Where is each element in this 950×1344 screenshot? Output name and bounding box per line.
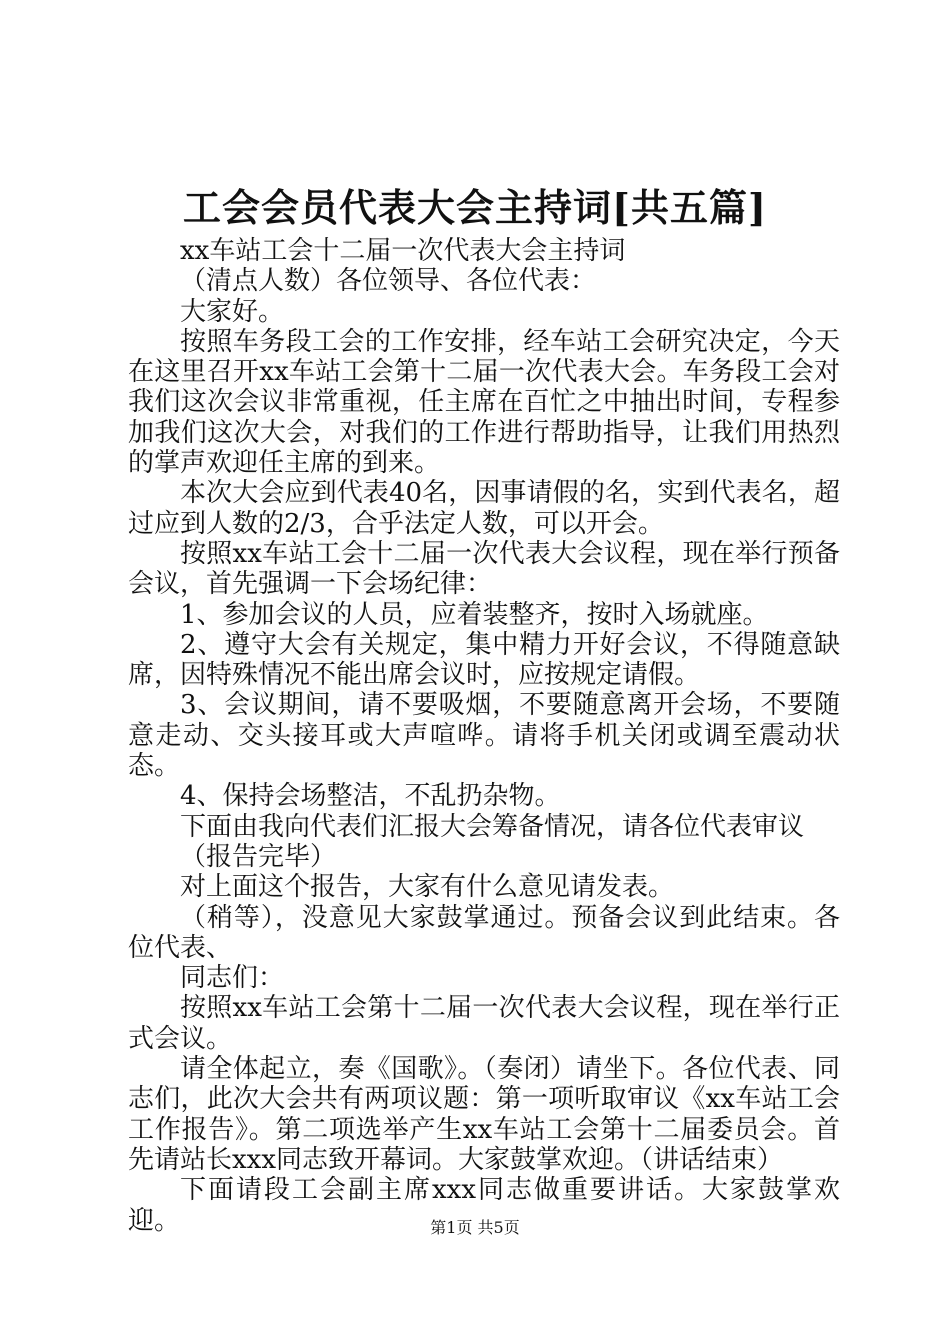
paragraph: 按照xx车站工会第十二届一次代表大会议程，现在举行正式会议。 [128, 993, 840, 1054]
paragraph: （报告完毕） [180, 841, 337, 872]
paragraph: 本次大会应到代表40名，因事请假的名，实到代表名，超过应到人数的2/3，合乎法定人数，可以开会。 [128, 478, 840, 539]
page-footer: 第1页 共5页 [430, 1218, 520, 1237]
paragraph: 大家好。 [180, 296, 285, 327]
paragraph: 4、保持会场整洁，不乱扔杂物。 [180, 781, 561, 812]
paragraph: 3、会议期间，请不要吸烟，不要随意离开会场，不要随意走动、交头接耳或大声喧哗。请将手机关闭或调至震动状态。 [128, 690, 840, 782]
paragraph: 同志们： [180, 963, 285, 994]
paragraph: xx车站工会十二届一次代表大会主持词 [180, 236, 626, 266]
paragraph: 2、遵守大会有关规定，集中精力开好会议，不得随意缺席，因特殊情况不能出席会议时，应按规定请假。 [128, 629, 840, 691]
paragraph: 按照xx车站工会十二届一次代表大会议程，现在举行预备会议，首先强调一下会场纪律： [128, 538, 840, 600]
paragraph: （稍等），没意见大家鼓掌通过。预备会议到此结束。各位代表、 [128, 902, 840, 963]
document-body [128, 236, 840, 1236]
paragraph: 下面请段工会副主席xxx同志做重要讲话。大家鼓掌欢迎。 [128, 1175, 840, 1236]
paragraph: （清点人数）各位领导、各位代表： [180, 266, 597, 297]
paragraph: 1、参加会议的人员，应着装整齐，按时入场就座。 [180, 599, 769, 630]
paragraph: 请全体起立，奏《国歌》。（奏闭）请坐下。各位代表、同志们，此次大会共有两项议题：第一项听取审议《xx车站工会工作报告》。第二项选举产生xx车站工会第十二届委员会。首先请站长xxx同志致开幕词。大家鼓掌欢迎。（讲话结束） [128, 1054, 840, 1175]
paragraph: 对上面这个报告，大家有什么意见请发表。 [180, 872, 675, 903]
document-title: 工会会员代表大会主持词[共五篇] [183, 185, 767, 230]
paragraph: 按照车务段工会的工作安排，经车站工会研究决定，今天在这里召开xx车站工会第十二届一次代表大会。车务段工会对我们这次会议非常重视，任主席在百忙之中抽出时间，专程参加我们这次大会，对我们的工作进行帮助指导，让我们用热烈的掌声欢迎任主席的到来。 [128, 326, 840, 479]
paragraph: 下面由我向代表们汇报大会筹备情况，请各位代表审议 [180, 811, 805, 842]
